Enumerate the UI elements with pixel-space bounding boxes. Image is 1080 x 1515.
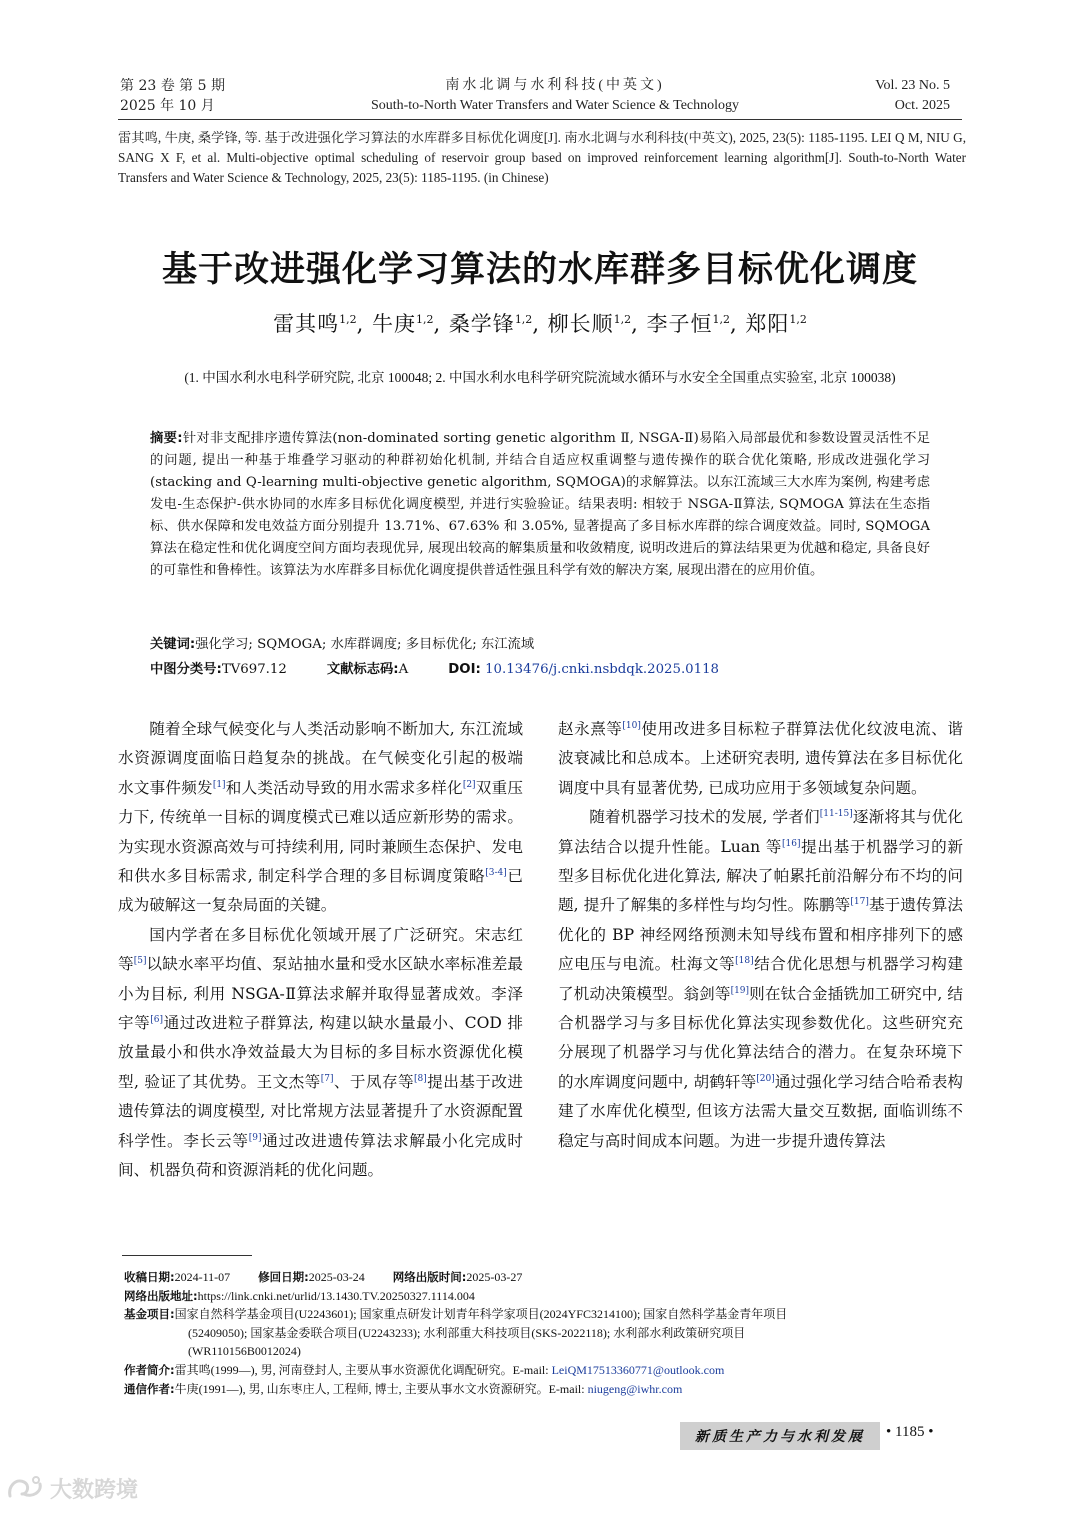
citation-ref[interactable]: [19]: [730, 985, 750, 996]
citation-ref[interactable]: [6]: [150, 1014, 164, 1025]
watermark-logo-icon: [6, 1474, 46, 1502]
issue-info: [120, 76, 310, 116]
fund-text-2: (52409050); 国家基金委联合项目(U2243233); 水利部重大科技项目(SKS-2022118); 水利部水利政策研究项目: [188, 1325, 746, 1340]
corresponding-text: 牛庚(1991—), 男, 山东枣庄人, 工程师, 博士, 主要从事水文水资源研究。E-mail:: [174, 1381, 585, 1396]
online-label: 网络出版时间:: [392, 1270, 467, 1284]
revised-date: 2025-03-24: [308, 1270, 365, 1284]
body-text: 通过强化学习结合哈希表构建了水库优化模型, 但该方法需大量交互数据, 面临训练不稳定与高时间成本问题。为进一步提升遗传算法: [558, 1072, 963, 1150]
body-column-right: [558, 715, 963, 1156]
watermark-text: 大数跨境: [50, 1477, 139, 1503]
watermark: [6, 1470, 206, 1506]
body-text: 随着全球气候变化与人类活动影响不断加大, 东江流域水资源调度面临日趋复杂的挑战。在气候变化引起的极端水文事件频发: [118, 720, 523, 797]
doi-link[interactable]: 10.13476/j.cnki.nsbdqk.2025.0118: [485, 662, 720, 677]
journal-name-cn: 南水北调与水利科技(中英文): [445, 78, 665, 93]
citation-ref[interactable]: [18]: [735, 956, 754, 967]
fund-text-3: (WR110156B0012024): [188, 1344, 301, 1359]
citation-ref[interactable]: [7]: [320, 1073, 334, 1084]
citation-ref[interactable]: [1]: [212, 779, 226, 790]
revised-label: 修回日期:: [258, 1270, 309, 1284]
doi-label: DOI:: [448, 662, 481, 677]
author-name: 李子恒: [646, 312, 713, 336]
abstract: [150, 428, 930, 582]
author-bio-line: [124, 1361, 964, 1380]
citation-ref[interactable]: [10]: [622, 720, 641, 731]
body-text: 通过改进粒子群算法, 构建以缺水量最小、COD 排放量最小和供水净效益最大为目标的多目标水资源优化模型, 验证了其优势。王文杰等: [118, 1014, 523, 1091]
corresponding-email-link[interactable]: niugeng@iwhr.com: [587, 1381, 683, 1396]
citation-ref[interactable]: [8]: [414, 1073, 427, 1084]
body-text: 、于凤存等: [333, 1072, 415, 1091]
body-text: 逐渐将其与优化算法结合以提升性能。Luan 等: [558, 808, 963, 856]
clc-code: TV697.12: [221, 662, 287, 677]
author-separator: ,: [433, 312, 449, 336]
abstract-text: 针对非支配排序遗传算法(non-dominated sorting genetic algorithm Ⅱ, NSGA-Ⅱ)易陷入局部最优和参数设置灵活性不足的问题, 提出一种基于堆叠学习驱动的种群初始化机制, 并结合自适应权重调整与遗传操作的联合优化策略, 形成改进强化学习(stacking and Q-learning multi-objective genetic algorithm, SQMOGA)的求解算法。以东江流域三大水库为案例, 构建考虑发电-生态保护-供水协同的水库多目标优化调度模型, 并进行实验验证。结果表明: 相较于 NSGA-Ⅱ算法, SQMOGA 算法在生态指标、供水保障和发电效益方面分别提升 13.71%、67.63% 和 3.05%, 显著提高了多目标水库群的综合调度效益。同时, SQMOGA 算法在稳定性和优化调度空间方面均表现优异, 展现出较高的解集质量和收敛精度, 说明改进后的算法结果更为优越和稳定, 具备良好的可靠性和鲁棒性。该算法为水库群多目标优化调度提供普适性强且科学有效的解决方案, 展现出潜在的应用价值。: [150, 431, 930, 578]
author-bio-text: 雷其鸣(1999—), 男, 河南登封人, 主要从事水资源优化调配研究。E-mail:: [174, 1362, 549, 1377]
author-affiliation-sup: 1,2: [514, 313, 533, 326]
page-number: • 1185 •: [886, 1424, 934, 1440]
author-affiliation-sup: 1,2: [712, 313, 731, 326]
online-date: 2025-03-27: [466, 1270, 523, 1284]
online-url[interactable]: https://link.cnki.net/urlid/13.1430.TV.20250327.1114.004: [197, 1288, 475, 1303]
volume-issue: 第 23 卷 第 5 期: [120, 78, 225, 94]
citation-ref[interactable]: [20]: [756, 1073, 775, 1084]
body-text: 基于遗传算法优化的 BP 神经网络预测未知导线布置和相序排列下的感应电压与电流。杜海文等: [558, 896, 963, 974]
citation-ref[interactable]: [5]: [133, 956, 147, 967]
citation-ref[interactable]: [11-15]: [819, 809, 853, 820]
fund-line: [124, 1305, 964, 1324]
author-bio-label: 作者简介:: [124, 1362, 175, 1377]
issue-date: 2025 年 10 月: [120, 98, 215, 114]
received-date: 2024-11-07: [174, 1270, 231, 1284]
column-name-band: 新质生产力与水利发展: [680, 1422, 880, 1450]
body-paragraph: [118, 921, 523, 1186]
date-en: Oct. 2025: [894, 98, 950, 113]
author-affiliation-sup: 1,2: [613, 313, 632, 326]
body-paragraph: [118, 715, 523, 921]
body-text: 结合优化思想与机器学习构建了机动决策模型。翁剑等: [558, 955, 963, 1003]
keywords: [150, 634, 930, 656]
citation-ref[interactable]: [2]: [462, 779, 476, 790]
author-name: 柳长顺: [547, 312, 614, 336]
body-paragraph: [558, 803, 963, 1156]
doc-code-label: 文献标志码:: [326, 662, 399, 677]
body-text: 提出基于改进遗传算法的调度模型, 对比常规方法显著提升了水资源配置科学性。李长云等: [118, 1072, 523, 1150]
header-rule: [118, 119, 962, 120]
author-affiliation-sup: 1,2: [789, 313, 807, 326]
doc-code: A: [398, 662, 409, 677]
body-text: 双重压力下, 传统单一目标的调度模式已难以适应新形势的需求。为实现水资源高效与可持续利用, 同时兼顾生态保护、发电和供水多目标需求, 制定科学合理的多目标调度策略: [118, 778, 523, 886]
footnotes: [124, 1268, 964, 1398]
author-name: 雷其鸣: [273, 312, 340, 336]
footnote-rule: [122, 1255, 252, 1256]
author-name: 牛庚: [371, 312, 416, 336]
author-affiliation-sup: 1,2: [339, 313, 357, 326]
corresponding-line: [124, 1380, 964, 1399]
author-separator: ,: [631, 312, 647, 336]
citation-ref[interactable]: [9]: [248, 1132, 262, 1143]
keywords-text: 强化学习; SQMOGA; 水库群调度; 多目标优化; 东江流域: [195, 637, 535, 652]
body-text: 已成为破解这一复杂局面的关键。: [118, 867, 523, 915]
body-column-left: [118, 715, 523, 1186]
body-text: 以缺水率平均值、泵站抽水量和受水区缺水率标准差最小为目标, 利用 NSGA-Ⅱ算法求解并取得显著成效。李泽宇等: [118, 955, 523, 1033]
abstract-label: 摘要:: [150, 431, 183, 446]
citation-ref[interactable]: [16]: [782, 838, 801, 849]
author-name: 郑阳: [745, 312, 790, 336]
corresponding-label: 通信作者:: [124, 1381, 175, 1396]
journal-name: [330, 76, 780, 116]
citation-ref[interactable]: [17]: [850, 897, 869, 908]
journal-name-en: South-to-North Water Transfers and Water Science & Technology: [370, 98, 740, 113]
dates-line: [124, 1268, 964, 1287]
body-text: 提出基于机器学习的新型多目标优化进化算法, 解决了帕累托前沿解分布不均的问题, 提升了解集的多样性与均匀性。陈鹏等: [558, 837, 963, 915]
author-list: [118, 308, 962, 338]
keywords-label: 关键词:: [150, 637, 196, 652]
volume-en: Vol. 23 No. 5: [875, 78, 950, 93]
author-affiliation-sup: 1,2: [415, 313, 434, 326]
citation: 雷其鸣, 牛庚, 桑学锋, 等. 基于改进强化学习算法的水库群多目标优化调度[J]. 南水北调与水利科技(中英文), 2025, 23(5): 1185-1195. LEI Q M, NIU G, SANG X F, et al. Multi-objective optimal scheduling of reservoir group based on improved reinforcement learning algorithm[J]. South-to-North Water Transfers and Water Science & Technology, 2025, 23(5): 1185-1195. (in Chinese): [118, 130, 966, 185]
body-text: 国内学者在多目标优化领域开展了广泛研究。宋志红等: [118, 925, 523, 974]
author-separator: ,: [730, 312, 746, 336]
author-name: 桑学锋: [448, 312, 515, 336]
body-text: 通过改进遗传算法求解最小化完成时间、机器负荷和资源消耗的优化问题。: [118, 1131, 523, 1180]
clc-label: 中图分类号:: [150, 662, 222, 677]
body-text: 随着机器学习技术的发展, 学者们: [589, 808, 820, 827]
body-paragraph: [558, 715, 963, 803]
author-separator: ,: [356, 312, 372, 336]
url-line: [124, 1287, 964, 1306]
url-label: 网络出版地址:: [124, 1288, 198, 1303]
classification: [150, 659, 930, 681]
affiliations: (1. 中国水利水电科学研究院, 北京 100048; 2. 中国水利水电科学研究院流域水循环与水安全全国重点实验室, 北京 100038): [184, 370, 896, 385]
issue-info-en: [790, 76, 950, 116]
author-email-link[interactable]: LeiQM17513360771@outlook.com: [551, 1362, 725, 1377]
author-separator: ,: [532, 312, 548, 336]
body-text: 赵永熹等: [558, 720, 623, 738]
fund-text-1: 国家自然科学基金项目(U2243601); 国家重点研发计划青年科学家项目(2024YFC3214100); 国家自然科学基金青年项目: [174, 1307, 788, 1322]
received-label: 收稿日期:: [124, 1270, 175, 1284]
body-text: 则在钛合金插铣加工研究中, 结合机器学习与多目标优化算法实现参数优化。这些研究充分展现了机器学习与优化算法结合的潜力。在复杂环境下的水库调度问题中, 胡鹤轩等: [558, 984, 963, 1091]
body-text: 和人类活动导致的用水需求多样化: [225, 778, 463, 797]
citation-ref[interactable]: [3-4]: [485, 867, 507, 878]
paper-title: 基于改进强化学习算法的水库群多目标优化调度: [161, 250, 918, 290]
fund-label: 基金项目:: [124, 1307, 175, 1322]
body-text: 使用改进多目标粒子群算法优化纹波电流、谐波衰减比和总成本。上述研究表明, 遗传算法在多目标优化调度中具有显著优势, 已成功应用于多领域复杂问题。: [558, 720, 963, 797]
